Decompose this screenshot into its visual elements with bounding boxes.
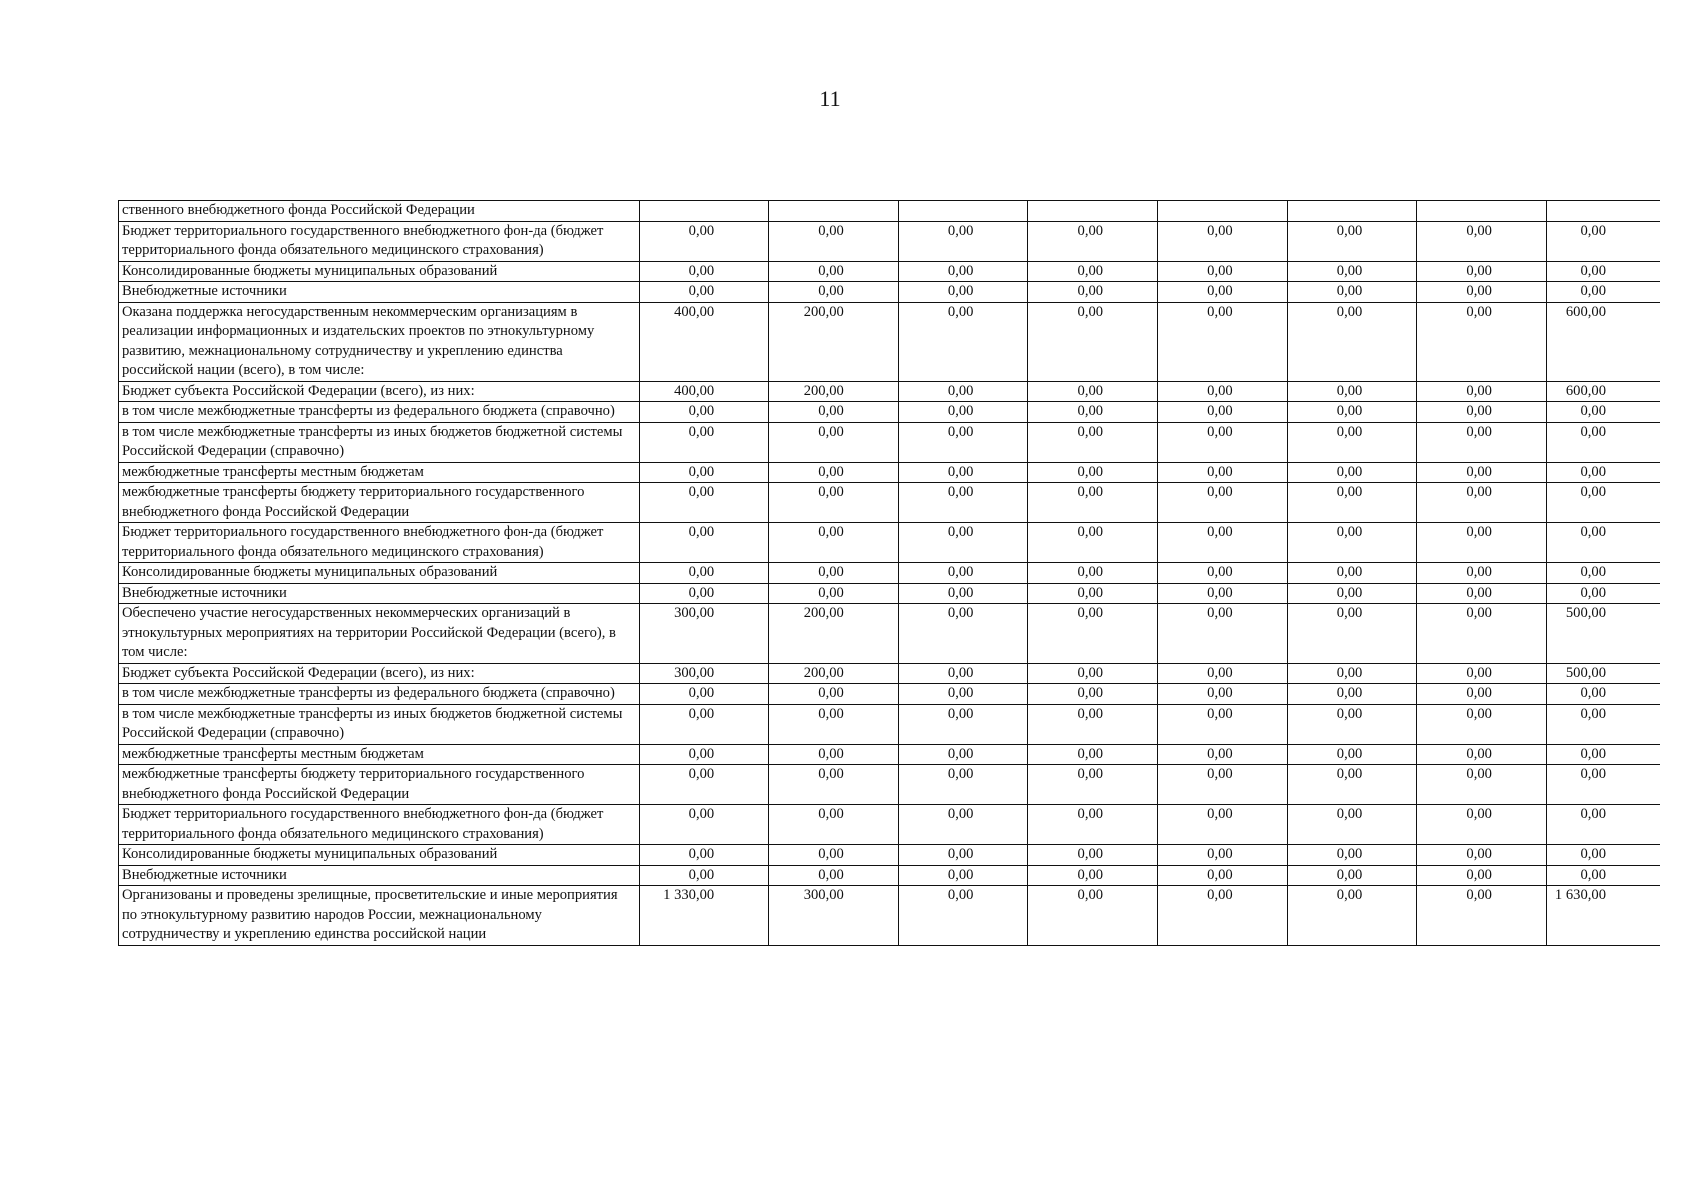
- value-cell: 0,00: [769, 704, 899, 744]
- table-row: [119, 261, 1661, 282]
- budget-table: [118, 200, 1660, 946]
- row-label: ственного внебюджетного фонда Российской Федерации: [119, 201, 640, 222]
- value-cell: 0,00: [1287, 604, 1417, 664]
- value-cell: 0,00: [1287, 282, 1417, 303]
- value-cell: 0,00: [898, 302, 1028, 381]
- value-cell: 0,00: [898, 422, 1028, 462]
- value-cell: 0,00: [1158, 704, 1288, 744]
- row-label: Консолидированные бюджеты муниципальных образований: [119, 261, 640, 282]
- value-cell: 0,00: [1546, 422, 1660, 462]
- value-cell: [639, 201, 769, 222]
- value-cell: 0,00: [1028, 845, 1158, 866]
- value-cell: 500,00: [1546, 663, 1660, 684]
- value-cell: 0,00: [1546, 483, 1660, 523]
- value-cell: 0,00: [1287, 261, 1417, 282]
- value-cell: 0,00: [639, 744, 769, 765]
- value-cell: 0,00: [898, 282, 1028, 303]
- value-cell: 0,00: [1287, 663, 1417, 684]
- value-cell: 0,00: [1546, 744, 1660, 765]
- value-cell: 0,00: [1158, 381, 1288, 402]
- value-cell: 0,00: [1417, 765, 1547, 805]
- value-cell: 0,00: [639, 282, 769, 303]
- value-cell: 0,00: [639, 261, 769, 282]
- table-row: [119, 663, 1661, 684]
- value-cell: 0,00: [898, 523, 1028, 563]
- table-row: [119, 483, 1661, 523]
- value-cell: 0,00: [769, 462, 899, 483]
- value-cell: 0,00: [1158, 221, 1288, 261]
- value-cell: 0,00: [1028, 221, 1158, 261]
- value-cell: 0,00: [1417, 462, 1547, 483]
- value-cell: 0,00: [1546, 704, 1660, 744]
- value-cell: 0,00: [1287, 523, 1417, 563]
- row-label: межбюджетные трансферты бюджету территориального государственного внебюджетного фонда Российской Федерации: [119, 765, 640, 805]
- row-label: Внебюджетные источники: [119, 583, 640, 604]
- value-cell: 0,00: [1417, 563, 1547, 584]
- value-cell: 0,00: [1287, 744, 1417, 765]
- table-row: [119, 604, 1661, 664]
- row-label: Консолидированные бюджеты муниципальных образований: [119, 845, 640, 866]
- value-cell: 0,00: [898, 663, 1028, 684]
- value-cell: 0,00: [898, 704, 1028, 744]
- table-row: [119, 462, 1661, 483]
- value-cell: 0,00: [1158, 483, 1288, 523]
- value-cell: 0,00: [1417, 282, 1547, 303]
- value-cell: 0,00: [898, 886, 1028, 946]
- value-cell: 0,00: [1287, 221, 1417, 261]
- value-cell: 600,00: [1546, 302, 1660, 381]
- table-row: [119, 523, 1661, 563]
- value-cell: 0,00: [769, 765, 899, 805]
- table-row: [119, 684, 1661, 705]
- row-label: Обеспечено участие негосударственных некоммерческих организаций в этнокультурных мероприятиях на территории Российской Федерации (всего), в том числе:: [119, 604, 640, 664]
- value-cell: 0,00: [1158, 604, 1288, 664]
- value-cell: 0,00: [1028, 381, 1158, 402]
- table-row: [119, 302, 1661, 381]
- value-cell: 0,00: [1028, 805, 1158, 845]
- table-row: [119, 422, 1661, 462]
- value-cell: 0,00: [1417, 663, 1547, 684]
- value-cell: 0,00: [1158, 805, 1288, 845]
- value-cell: 0,00: [1028, 523, 1158, 563]
- value-cell: 0,00: [898, 221, 1028, 261]
- value-cell: 400,00: [639, 302, 769, 381]
- row-label: Бюджет территориального государственного внебюджетного фон-да (бюджет территориального фонда обязательного медицинского страхования): [119, 221, 640, 261]
- value-cell: 0,00: [639, 805, 769, 845]
- value-cell: 0,00: [1028, 604, 1158, 664]
- value-cell: 0,00: [769, 805, 899, 845]
- row-label: Бюджет субъекта Российской Федерации (всего), из них:: [119, 381, 640, 402]
- value-cell: 0,00: [1287, 302, 1417, 381]
- value-cell: 0,00: [769, 402, 899, 423]
- value-cell: 0,00: [1158, 402, 1288, 423]
- value-cell: 0,00: [1287, 381, 1417, 402]
- table-row: [119, 805, 1661, 845]
- value-cell: 0,00: [1417, 684, 1547, 705]
- row-label: Внебюджетные источники: [119, 865, 640, 886]
- value-cell: 0,00: [1158, 422, 1288, 462]
- value-cell: 0,00: [1158, 583, 1288, 604]
- value-cell: 0,00: [1158, 765, 1288, 805]
- value-cell: 500,00: [1546, 604, 1660, 664]
- value-cell: 0,00: [1158, 282, 1288, 303]
- value-cell: 0,00: [1287, 483, 1417, 523]
- value-cell: 0,00: [1546, 865, 1660, 886]
- table-row: [119, 845, 1661, 866]
- table-row: [119, 865, 1661, 886]
- value-cell: 0,00: [1546, 261, 1660, 282]
- value-cell: 0,00: [1417, 523, 1547, 563]
- value-cell: 0,00: [1417, 805, 1547, 845]
- value-cell: 0,00: [1546, 402, 1660, 423]
- value-cell: 0,00: [1417, 422, 1547, 462]
- value-cell: 0,00: [769, 523, 899, 563]
- value-cell: 0,00: [639, 563, 769, 584]
- value-cell: 0,00: [769, 563, 899, 584]
- value-cell: 1 630,00: [1546, 886, 1660, 946]
- value-cell: 0,00: [1417, 381, 1547, 402]
- table-row: [119, 744, 1661, 765]
- value-cell: 0,00: [639, 865, 769, 886]
- row-label: в том числе межбюджетные трансферты из федерального бюджета (справочно): [119, 684, 640, 705]
- value-cell: 0,00: [1546, 523, 1660, 563]
- value-cell: 600,00: [1546, 381, 1660, 402]
- value-cell: 300,00: [769, 886, 899, 946]
- value-cell: 0,00: [1287, 886, 1417, 946]
- value-cell: 0,00: [769, 845, 899, 866]
- value-cell: 0,00: [898, 583, 1028, 604]
- value-cell: 0,00: [1158, 663, 1288, 684]
- value-cell: 0,00: [1417, 583, 1547, 604]
- value-cell: 0,00: [639, 422, 769, 462]
- value-cell: 0,00: [898, 805, 1028, 845]
- value-cell: 0,00: [1028, 704, 1158, 744]
- value-cell: 0,00: [898, 865, 1028, 886]
- row-label: Бюджет территориального государственного внебюджетного фон-да (бюджет территориального фонда обязательного медицинского страхования): [119, 805, 640, 845]
- value-cell: 0,00: [769, 684, 899, 705]
- value-cell: [1287, 201, 1417, 222]
- value-cell: 400,00: [639, 381, 769, 402]
- value-cell: 0,00: [639, 462, 769, 483]
- row-label: в том числе межбюджетные трансферты из иных бюджетов бюджетной системы Российской Федерации (справочно): [119, 704, 640, 744]
- value-cell: 0,00: [1158, 886, 1288, 946]
- value-cell: 0,00: [898, 684, 1028, 705]
- row-label: Бюджет территориального государственного внебюджетного фон-да (бюджет территориального фонда обязательного медицинского страхования): [119, 523, 640, 563]
- value-cell: 0,00: [1417, 261, 1547, 282]
- value-cell: 0,00: [1417, 402, 1547, 423]
- value-cell: 0,00: [1158, 845, 1288, 866]
- value-cell: 0,00: [1028, 483, 1158, 523]
- value-cell: 0,00: [1028, 422, 1158, 462]
- value-cell: 0,00: [1417, 704, 1547, 744]
- value-cell: 0,00: [1287, 402, 1417, 423]
- value-cell: 0,00: [1028, 462, 1158, 483]
- table-body: [119, 201, 1661, 946]
- row-label: в том числе межбюджетные трансферты из иных бюджетов бюджетной системы Российской Федерации (справочно): [119, 422, 640, 462]
- value-cell: 0,00: [639, 583, 769, 604]
- table-row: [119, 886, 1661, 946]
- value-cell: 0,00: [1158, 462, 1288, 483]
- value-cell: 0,00: [1028, 684, 1158, 705]
- value-cell: 0,00: [1417, 845, 1547, 866]
- value-cell: 0,00: [1158, 261, 1288, 282]
- value-cell: 0,00: [1028, 865, 1158, 886]
- table-row: [119, 563, 1661, 584]
- value-cell: 0,00: [769, 221, 899, 261]
- value-cell: 0,00: [1417, 302, 1547, 381]
- value-cell: 300,00: [639, 604, 769, 664]
- value-cell: 0,00: [1028, 282, 1158, 303]
- value-cell: 0,00: [1028, 663, 1158, 684]
- value-cell: 0,00: [639, 221, 769, 261]
- value-cell: 0,00: [1417, 744, 1547, 765]
- value-cell: 0,00: [898, 765, 1028, 805]
- value-cell: 0,00: [1417, 221, 1547, 261]
- value-cell: 0,00: [898, 604, 1028, 664]
- value-cell: 0,00: [1546, 282, 1660, 303]
- value-cell: 0,00: [1546, 563, 1660, 584]
- value-cell: 0,00: [1287, 422, 1417, 462]
- value-cell: [1158, 201, 1288, 222]
- value-cell: 0,00: [1158, 523, 1288, 563]
- row-label: межбюджетные трансферты местным бюджетам: [119, 744, 640, 765]
- table-row: [119, 704, 1661, 744]
- value-cell: 0,00: [1028, 886, 1158, 946]
- row-label: межбюджетные трансферты местным бюджетам: [119, 462, 640, 483]
- value-cell: 0,00: [1417, 886, 1547, 946]
- value-cell: 0,00: [1546, 583, 1660, 604]
- value-cell: 0,00: [639, 845, 769, 866]
- value-cell: 0,00: [1028, 744, 1158, 765]
- value-cell: 0,00: [769, 483, 899, 523]
- value-cell: 0,00: [1287, 865, 1417, 886]
- value-cell: 0,00: [1417, 604, 1547, 664]
- value-cell: 0,00: [1158, 302, 1288, 381]
- value-cell: 0,00: [1287, 583, 1417, 604]
- value-cell: 0,00: [1287, 563, 1417, 584]
- value-cell: 0,00: [639, 704, 769, 744]
- value-cell: 0,00: [1546, 221, 1660, 261]
- value-cell: 0,00: [898, 261, 1028, 282]
- value-cell: [769, 201, 899, 222]
- value-cell: 0,00: [769, 422, 899, 462]
- value-cell: [1028, 201, 1158, 222]
- table-row: [119, 201, 1661, 222]
- value-cell: 0,00: [769, 865, 899, 886]
- value-cell: 0,00: [639, 684, 769, 705]
- value-cell: 0,00: [1287, 462, 1417, 483]
- value-cell: 0,00: [1158, 563, 1288, 584]
- value-cell: 200,00: [769, 604, 899, 664]
- row-label: Консолидированные бюджеты муниципальных образований: [119, 563, 640, 584]
- value-cell: 0,00: [769, 744, 899, 765]
- value-cell: 0,00: [1546, 684, 1660, 705]
- table-row: [119, 381, 1661, 402]
- value-cell: 0,00: [1028, 583, 1158, 604]
- value-cell: 0,00: [1028, 765, 1158, 805]
- value-cell: 0,00: [639, 402, 769, 423]
- value-cell: [898, 201, 1028, 222]
- value-cell: 0,00: [639, 483, 769, 523]
- value-cell: 200,00: [769, 663, 899, 684]
- value-cell: 0,00: [898, 462, 1028, 483]
- row-label: Бюджет субъекта Российской Федерации (всего), из них:: [119, 663, 640, 684]
- value-cell: [1417, 201, 1547, 222]
- value-cell: 0,00: [1158, 865, 1288, 886]
- value-cell: 0,00: [1028, 402, 1158, 423]
- value-cell: 0,00: [1287, 684, 1417, 705]
- value-cell: 0,00: [769, 261, 899, 282]
- value-cell: 200,00: [769, 381, 899, 402]
- value-cell: 0,00: [769, 282, 899, 303]
- value-cell: 0,00: [1287, 765, 1417, 805]
- value-cell: 0,00: [898, 483, 1028, 523]
- value-cell: 0,00: [769, 583, 899, 604]
- table-row: [119, 583, 1661, 604]
- value-cell: 0,00: [1546, 805, 1660, 845]
- row-label: Организованы и проведены зрелищные, просветительские и иные мероприятия по этнокультурному развитию народов России, межнациональному сотрудничеству и укреплению единства российской нации: [119, 886, 640, 946]
- page-number: 11: [819, 86, 841, 111]
- value-cell: 0,00: [1287, 845, 1417, 866]
- value-cell: 0,00: [1028, 563, 1158, 584]
- row-label: Оказана поддержка негосударственным некоммерческим организациям в реализации информационных и издательских проектов по этнокультурному развитию, межнациональному сотрудничеству и укреплению единства российской нации (всего), в том числе:: [119, 302, 640, 381]
- value-cell: 0,00: [898, 744, 1028, 765]
- table-row: [119, 402, 1661, 423]
- value-cell: 0,00: [639, 523, 769, 563]
- table-row: [119, 221, 1661, 261]
- value-cell: 0,00: [1417, 865, 1547, 886]
- value-cell: 0,00: [898, 845, 1028, 866]
- value-cell: 0,00: [898, 563, 1028, 584]
- value-cell: 200,00: [769, 302, 899, 381]
- value-cell: 0,00: [1417, 483, 1547, 523]
- value-cell: 0,00: [1546, 462, 1660, 483]
- value-cell: 0,00: [1287, 704, 1417, 744]
- table-row: [119, 282, 1661, 303]
- row-label: межбюджетные трансферты бюджету территориального государственного внебюджетного фонда Российской Федерации: [119, 483, 640, 523]
- value-cell: 1 330,00: [639, 886, 769, 946]
- value-cell: 0,00: [1546, 765, 1660, 805]
- value-cell: 300,00: [639, 663, 769, 684]
- value-cell: 0,00: [1028, 261, 1158, 282]
- row-label: в том числе межбюджетные трансферты из федерального бюджета (справочно): [119, 402, 640, 423]
- table-row: [119, 765, 1661, 805]
- value-cell: 0,00: [898, 402, 1028, 423]
- value-cell: [1546, 201, 1660, 222]
- value-cell: 0,00: [1028, 302, 1158, 381]
- value-cell: 0,00: [1546, 845, 1660, 866]
- value-cell: 0,00: [1287, 805, 1417, 845]
- value-cell: 0,00: [898, 381, 1028, 402]
- value-cell: 0,00: [639, 765, 769, 805]
- row-label: Внебюджетные источники: [119, 282, 640, 303]
- value-cell: 0,00: [1158, 684, 1288, 705]
- value-cell: 0,00: [1158, 744, 1288, 765]
